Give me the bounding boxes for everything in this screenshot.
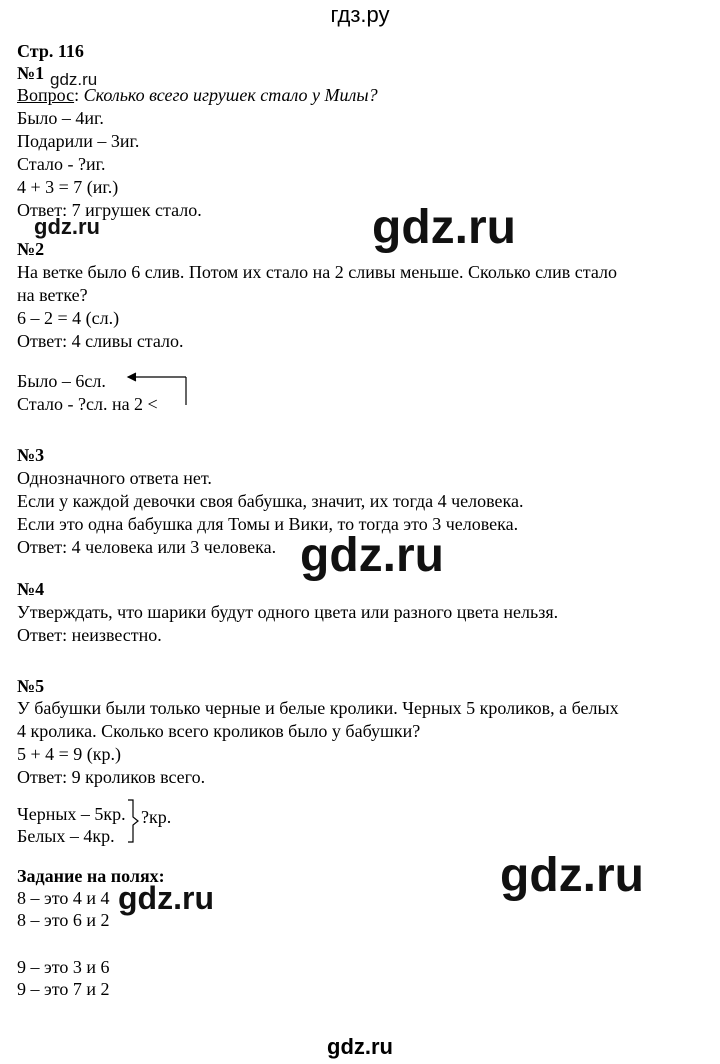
question-text: Сколько всего игрушек стало у Милы? bbox=[83, 85, 378, 105]
watermark-large: gdz.ru bbox=[500, 849, 644, 902]
task5-diagram-total: ?кр. bbox=[141, 807, 172, 827]
margin-task-line: 9 – это 3 и 6 bbox=[17, 957, 110, 977]
margin-task-line: 8 – это 4 и 4 bbox=[17, 888, 110, 908]
task2-line: 6 – 2 = 4 (сл.) bbox=[17, 308, 120, 328]
task3-line: Если это одна бабушка для Томы и Вики, то тогда это 3 человека. bbox=[17, 514, 519, 534]
margin-task-title: Задание на полях: bbox=[17, 866, 165, 886]
task1-line: Было – 4иг. bbox=[17, 108, 104, 128]
task4-answer: Ответ: неизвестно. bbox=[17, 625, 162, 645]
task5-number: №5 bbox=[17, 676, 45, 696]
task4-number: №4 bbox=[17, 579, 45, 599]
task5-diagram-line: Черных – 5кр. bbox=[17, 804, 126, 824]
task3-line: Если у каждой девочки своя бабушка, значит, их тогда 4 человека. bbox=[17, 491, 524, 511]
task1-line: Стало - ?иг. bbox=[17, 154, 106, 174]
watermark-small: gdz.ru bbox=[50, 70, 98, 89]
question-label: Вопрос bbox=[17, 85, 75, 105]
site-header: гдз.ру bbox=[330, 2, 390, 27]
task1-line: 4 + 3 = 7 (иг.) bbox=[17, 177, 119, 197]
page-label: Стр. 116 bbox=[17, 41, 84, 61]
margin-task-line: 8 – это 6 и 2 bbox=[17, 910, 110, 930]
watermark-large: gdz.ru bbox=[372, 201, 516, 254]
task5-brace bbox=[128, 800, 138, 842]
task2-line: На ветке было 6 слив. Потом их стало на 2 сливы меньше. Сколько слив стало bbox=[17, 262, 617, 282]
task2-diagram-line: Было – 6сл. bbox=[17, 371, 106, 391]
watermark-small: gdz.ru bbox=[34, 214, 100, 239]
task5-line: 5 + 4 = 9 (кр.) bbox=[17, 744, 122, 764]
watermark-large: gdz.ru bbox=[300, 529, 444, 582]
task2-comparison-arrow bbox=[128, 373, 186, 405]
task2-number: №2 bbox=[17, 239, 45, 259]
footer-watermark: gdz.ru bbox=[327, 1034, 393, 1059]
task2-answer: Ответ: 4 сливы стало. bbox=[17, 331, 184, 351]
task4-line: Утверждать, что шарики будут одного цвета или разного цвета нельзя. bbox=[17, 602, 559, 622]
task5-line: У бабушки были только черные и белые кролики. Черных 5 кроликов, а белых bbox=[17, 698, 619, 718]
task3-answer: Ответ: 4 человека или 3 человека. bbox=[17, 537, 277, 557]
task1-line: Подарили – 3иг. bbox=[17, 131, 140, 151]
task3-number: №3 bbox=[17, 445, 45, 465]
task1-number: №1 bbox=[17, 63, 45, 83]
task5-answer: Ответ: 9 кроликов всего. bbox=[17, 767, 206, 787]
question-separator: : bbox=[74, 85, 84, 105]
task2-diagram-line: Стало - ?сл. на 2 < bbox=[17, 394, 158, 414]
margin-task-line: 9 – это 7 и 2 bbox=[17, 979, 110, 999]
task2-line: на ветке? bbox=[17, 285, 88, 305]
task5-line: 4 кролика. Сколько всего кроликов было у бабушки? bbox=[17, 721, 421, 741]
task1-answer: Ответ: 7 игрушек стало. bbox=[17, 200, 202, 220]
task5-diagram-line: Белых – 4кр. bbox=[17, 826, 115, 846]
task3-line: Однозначного ответа нет. bbox=[17, 468, 212, 488]
watermark-medium: gdz.ru bbox=[118, 880, 214, 916]
